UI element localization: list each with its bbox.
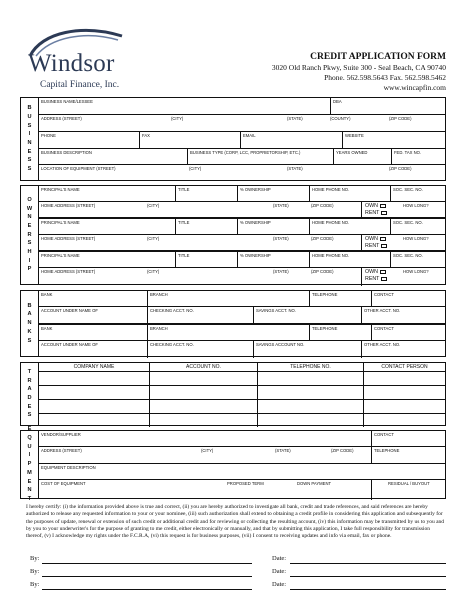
business-address-field[interactable]: ADDRESS (STREET) <box>41 116 82 121</box>
fed-tax-field[interactable]: FED. TAX NO. <box>391 149 445 164</box>
bank2-row-2 <box>39 341 445 358</box>
signature-label-3: By: <box>30 581 40 588</box>
date-label-1: Date: <box>272 555 287 562</box>
trades-col-telephone: TELEPHONE NO. <box>257 363 363 371</box>
date-line-3[interactable] <box>290 589 446 590</box>
years-owned-field[interactable]: YEARS OWNED <box>333 149 391 164</box>
residual-field[interactable]: RESIDUAL / BUYOUT <box>371 480 445 500</box>
ownership-section <box>20 185 446 285</box>
trades-section <box>20 362 446 426</box>
business-state-field[interactable]: (STATE) <box>287 116 303 121</box>
certification-text: I hereby certify: (i) the information provided above is true and correct, (ii) you are hereby authorized to investigate all bank, credit and trade references, and said references are hereby authorized to release any requested information to your or your nominee, (iii) such authorization shall extend to obtaining a credit profile in considering this application and subsequently for the purposes of update, renewal or extension of such credit or additional credit and for reviewing or collecting the resulting account, (iv) this information may be transmitted by us to you and by you to your underwriter's for the purpose of granting to me credit, either electronically or manually, and that by submitting this application, I take full responsibility for transmission thereof, (v) I acknowledge my rights under the F.C.R.A, (vi) this request is for business purposes, (vii) I consent to receiving updates and info via email, fax or phone. <box>26 504 445 540</box>
checkbox-icon <box>381 244 387 248</box>
banks-side-label <box>21 291 39 356</box>
dba-field[interactable]: DBA <box>330 98 445 114</box>
business-row-3 <box>39 132 445 149</box>
vendor-field[interactable]: VENDOR/SUPPLIER <box>41 432 81 437</box>
owner1-home-phone-field[interactable]: HOME PHONE NO. <box>309 186 390 201</box>
owner2-city-field[interactable]: (CITY) <box>147 236 160 241</box>
trade-telephone-cell[interactable] <box>257 400 363 413</box>
owner2-how-long-field[interactable]: HOW LONG? <box>403 236 429 241</box>
trade-telephone-cell[interactable] <box>257 386 363 399</box>
bank2-contact-field[interactable]: CONTACT <box>371 325 445 340</box>
business-website-field[interactable]: WEBSITE <box>342 132 445 148</box>
owner1-own-checkbox[interactable]: OWN <box>365 203 386 209</box>
bank2-branch-field[interactable]: BRANCH <box>147 325 309 340</box>
business-row-1 <box>39 98 445 115</box>
owner1-title-field[interactable]: TITLE <box>175 186 237 201</box>
bank1-branch-field[interactable]: BRANCH <box>147 291 309 306</box>
business-side-letters: B U S I N E S S <box>27 105 32 173</box>
owner1-home-address-field[interactable]: HOME ADDRESS (STREET) <box>41 203 96 208</box>
signature-label-2: By: <box>30 568 40 575</box>
date-label-2: Date: <box>272 568 287 575</box>
trade-company-cell[interactable] <box>39 400 149 413</box>
equipment-row-1 <box>39 431 445 447</box>
vendor-zip-field[interactable]: (ZIP CODE) <box>331 448 354 453</box>
trade-telephone-cell[interactable] <box>257 414 363 427</box>
business-section <box>20 97 446 181</box>
business-phone-field[interactable]: PHONE <box>41 133 56 138</box>
trade-contact-cell[interactable] <box>363 414 445 427</box>
owner3-rent-checkbox[interactable]: RENT <box>365 276 387 282</box>
business-county-field[interactable]: (COUNTY) <box>330 116 351 121</box>
date-line-2[interactable] <box>290 576 446 577</box>
owner2-own-checkbox[interactable]: OWN <box>365 236 386 242</box>
trades-side-label <box>21 363 39 425</box>
date-line-1[interactable] <box>290 563 446 564</box>
equipment-description-field[interactable]: EQUIPMENT DESCRIPTION <box>41 465 96 470</box>
business-type-field[interactable]: BUSINESS TYPE (CORP, LCC, PROPRIETORSHIP, ETC.) <box>187 149 333 164</box>
trade-contact-cell[interactable] <box>363 372 445 385</box>
signature-line-3[interactable] <box>42 589 252 590</box>
owner1-row-1 <box>39 186 445 202</box>
trade-contact-cell[interactable] <box>363 400 445 413</box>
owner1-own-rent <box>361 202 401 217</box>
owner1-zip-field[interactable]: (ZIP CODE) <box>311 203 334 208</box>
equipment-row-3 <box>39 464 445 480</box>
owner2-name-field[interactable]: PRINCIPAL'S NAME <box>41 220 80 225</box>
trade-company-cell[interactable] <box>39 372 149 385</box>
bank2-row-1 <box>39 325 445 341</box>
vendor-contact-field[interactable]: CONTACT <box>371 431 445 446</box>
owner3-home-phone-field[interactable]: HOME PHONE NO. <box>309 252 390 267</box>
vendor-city-field[interactable]: (CITY) <box>201 448 214 453</box>
trades-col-company: COMPANY NAME <box>73 364 115 370</box>
owner3-state-field[interactable]: (STATE) <box>273 269 289 274</box>
business-zip-field[interactable]: (ZIP CODE) <box>389 116 412 121</box>
owner2-title-field[interactable]: TITLE <box>175 219 237 234</box>
bank1-other-field[interactable]: OTHER ACCT. NO. <box>361 307 445 323</box>
owner3-how-long-field[interactable]: HOW LONG? <box>403 269 429 274</box>
banks-section <box>20 290 446 357</box>
owner1-name-field[interactable]: PRINCIPAL'S NAME <box>41 187 80 192</box>
business-row-2 <box>39 115 445 132</box>
owner3-name-field[interactable]: PRINCIPAL'S NAME <box>41 253 80 258</box>
equipment-section <box>20 426 446 502</box>
business-email-field[interactable]: EMAIL <box>240 132 342 148</box>
equipment-row-2 <box>39 447 445 464</box>
vendor-state-field[interactable]: (STATE) <box>275 448 291 453</box>
location-state-field[interactable]: (STATE) <box>287 166 303 171</box>
bank1-account-name-field[interactable]: ACCOUNT UNDER NAME OF <box>41 308 98 313</box>
equipment-side-letters: E Q U I P M E N T <box>27 426 32 502</box>
business-name-field[interactable]: BUSINESS NAME/LESSEE <box>41 99 93 104</box>
logo-wordmark: Windsor <box>28 50 115 77</box>
ownership-side-letters: O W N E R S H I P <box>26 196 33 273</box>
checkbox-icon <box>381 211 387 215</box>
bank2-other-field[interactable]: OTHER ACCT. NO. <box>361 341 445 358</box>
bank1-row-1 <box>39 291 445 307</box>
owner1-ownership-field[interactable]: % OWNERSHIP <box>237 186 309 201</box>
trade-account-cell[interactable] <box>149 414 257 427</box>
equipment-row-4 <box>39 480 445 500</box>
owner1-row-2 <box>39 202 445 219</box>
business-description-field[interactable]: BUSINESS DESCRIPTION <box>41 150 92 155</box>
owner2-home-address-field[interactable]: HOME ADDRESS (STREET) <box>41 236 96 241</box>
banks-side-letters: B A N K S <box>27 302 32 344</box>
bank1-checking-field[interactable]: CHECKING ACCT. NO. <box>147 307 253 323</box>
business-side-label <box>21 98 39 180</box>
owner2-ssn-field[interactable]: SOC. SEC. NO. <box>390 219 445 234</box>
owner3-own-checkbox[interactable]: OWN <box>365 269 386 275</box>
business-row-4 <box>39 149 445 165</box>
signature-line-1[interactable] <box>42 563 252 564</box>
owner3-ownership-field[interactable]: % OWNERSHIP <box>237 252 309 267</box>
checkbox-icon <box>380 237 386 241</box>
equipment-location-field[interactable]: LOCATION OF EQUIPMENT (STREET) <box>41 166 116 171</box>
company-logo <box>22 22 142 92</box>
bank2-name-field[interactable]: BANK <box>41 326 53 331</box>
owner1-how-long-field[interactable]: HOW LONG? <box>403 203 429 208</box>
trade-account-cell[interactable] <box>149 400 257 413</box>
bank1-telephone-field[interactable]: TELEPHONE <box>309 291 371 306</box>
trade-account-cell[interactable] <box>149 386 257 399</box>
equipment-side-label <box>21 426 39 502</box>
bank1-contact-field[interactable]: CONTACT <box>371 291 445 306</box>
owner2-home-phone-field[interactable]: HOME PHONE NO. <box>309 219 390 234</box>
owner3-zip-field[interactable]: (ZIP CODE) <box>311 269 334 274</box>
owner1-ssn-field[interactable]: SOC. SEC. NO. <box>390 186 445 201</box>
owner2-state-field[interactable]: (STATE) <box>273 236 289 241</box>
owner1-city-field[interactable]: (CITY) <box>147 203 160 208</box>
trades-side-letters: T R A D E S <box>27 368 32 419</box>
owner2-own-rent <box>361 235 401 250</box>
logo-subtitle: Capital Finance, Inc. <box>40 80 120 90</box>
owner1-rent-checkbox[interactable]: RENT <box>365 210 387 216</box>
trade-telephone-cell[interactable] <box>257 372 363 385</box>
owner1-state-field[interactable]: (STATE) <box>273 203 289 208</box>
trade-row <box>39 372 445 386</box>
bank1-name-field[interactable]: BANK <box>41 292 53 297</box>
business-row-5 <box>39 165 445 182</box>
location-zip-field[interactable]: (ZIP CODE) <box>389 166 412 171</box>
trade-row <box>39 414 445 427</box>
trades-col-account: ACCOUNT NO. <box>149 363 257 371</box>
owner2-zip-field[interactable]: (ZIP CODE) <box>311 236 334 241</box>
trades-header-row <box>39 363 445 372</box>
owner3-home-address-field[interactable]: HOME ADDRESS (STREET) <box>41 269 96 274</box>
bank1-savings-field[interactable]: SAVINGS ACCT. NO. <box>253 307 361 323</box>
owner2-row-1 <box>39 219 445 235</box>
trade-account-cell[interactable] <box>149 372 257 385</box>
trade-company-cell[interactable] <box>39 414 149 427</box>
bank2-checking-field[interactable]: CHECKING ACCT. NO. <box>147 341 253 358</box>
vendor-telephone-field[interactable]: TELEPHONE <box>371 447 445 463</box>
bank2-telephone-field[interactable]: TELEPHONE <box>309 325 371 340</box>
trade-company-cell[interactable] <box>39 386 149 399</box>
owner3-ssn-field[interactable]: SOC. SEC. NO. <box>390 252 445 267</box>
business-fax-field[interactable]: FAX <box>139 132 240 148</box>
company-website: www.wincapfin.com <box>383 83 446 92</box>
trade-row <box>39 400 445 414</box>
proposed-term-field[interactable]: PROPOSED TERM <box>227 481 264 486</box>
signature-label-1: By: <box>30 555 40 562</box>
ownership-side-label <box>21 186 39 284</box>
owner3-own-rent <box>361 268 401 286</box>
owner3-row-2 <box>39 268 445 286</box>
owner3-title-field[interactable]: TITLE <box>175 252 237 267</box>
company-phone-fax: Phone. 562.598.5643 Fax. 562.598.5462 <box>324 73 446 82</box>
bank2-account-name-field[interactable]: ACCOUNT UNDER NAME OF <box>41 342 98 347</box>
checkbox-icon <box>380 204 386 208</box>
signature-line-2[interactable] <box>42 576 252 577</box>
bank1-row-2 <box>39 307 445 325</box>
owner2-row-2 <box>39 235 445 252</box>
vendor-address-field[interactable]: ADDRESS (STREET) <box>41 448 82 453</box>
trades-col-contact: CONTACT PERSON <box>363 363 445 371</box>
equipment-cost-field[interactable]: COST OF EQUIPMENT <box>41 481 86 486</box>
checkbox-icon <box>381 277 387 281</box>
trade-row <box>39 386 445 400</box>
trade-contact-cell[interactable] <box>363 386 445 399</box>
form-title: CREDIT APPLICATION FORM <box>310 52 446 62</box>
down-payment-field[interactable]: DOWN PAYMENT <box>297 481 332 486</box>
owner3-city-field[interactable]: (CITY) <box>147 269 160 274</box>
bank2-savings-field[interactable]: SAVINGS ACCOUNT NO. <box>253 341 361 358</box>
checkbox-icon <box>380 270 386 274</box>
owner2-rent-checkbox[interactable]: RENT <box>365 243 387 249</box>
company-address: 3020 Old Ranch Pkwy, Suite 300 - Seal Beach, CA 90740 <box>271 63 446 72</box>
date-label-3: Date: <box>272 581 287 588</box>
location-city-field[interactable]: (CITY) <box>189 166 202 171</box>
business-city-field[interactable]: (CITY) <box>171 116 184 121</box>
owner2-ownership-field[interactable]: % OWNERSHIP <box>237 219 309 234</box>
owner3-row-1 <box>39 252 445 268</box>
